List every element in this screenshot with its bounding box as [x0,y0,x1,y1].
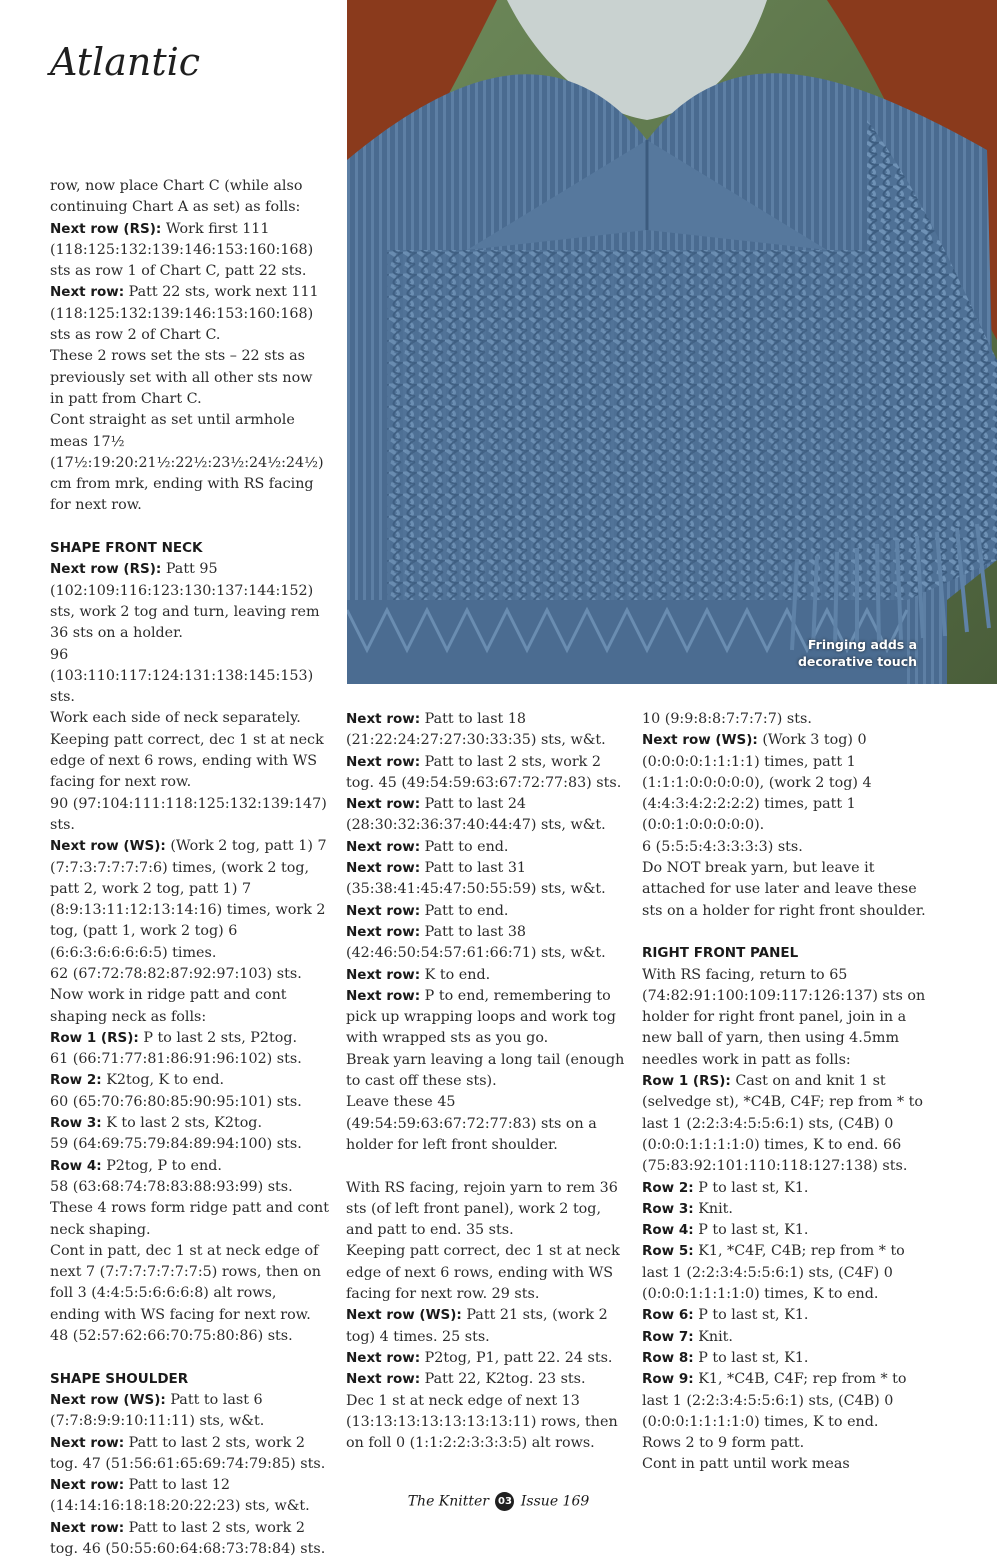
issue-number: Issue 169 [520,1493,590,1510]
instruction-row: Next row: Patt 22 sts, work next 111 (118:125:132:139:146:153:160:168) sts as row 2 of Chart C. [50,284,319,344]
instruction-row: Next row: Patt to last 38 (42:46:50:54:57:61:66:71) sts, w&t. [346,923,606,962]
stitch-count: 58 (63:68:74:78:83:88:93:99) sts. [50,1178,293,1195]
stitch-count: 61 (66:71:77:81:86:91:96:102) sts. [50,1051,302,1068]
instruction-row: Row 4: P2tog, P to end. [50,1157,222,1174]
instruction-row: Next row (WS): Patt 21 sts, (work 2 tog) 4 times. 25 sts. [346,1307,608,1345]
instruction-row: Row 1 (RS): Cast on and knit 1 st (selvedge st), *C4B, C4F; rep from * to last 1 (2:2:3:4:5:5:6:1) sts, (C4B) 0 (0:0:0:1:1:1:1:0) times, K to end. 66 (75:83:92:101:110:118:127:138) sts. [642,1073,924,1175]
instruction-row: Row 3: K to last 2 sts, K2tog. [50,1115,263,1132]
paragraph: Leave these 45 (49:54:59:63:67:72:77:83) sts on a holder for left front shoulder. [346,1094,597,1153]
instruction-row: Next row: Patt 22, K2tog. 23 sts. [346,1371,586,1388]
stitch-count: 48 (52:57:62:66:70:75:80:86) sts. [50,1328,293,1345]
instruction-row: Row 9: K1, *C4B, C4F; rep from * to last 1 (2:2:3:4:5:5:6:1) sts, (C4B) 0 (0:0:0:1:1:1:1:0) times, K to end. [642,1371,907,1430]
instruction-row: Row 7: Knit. [642,1328,733,1345]
paragraph: Cont in patt, dec 1 st at neck edge of next 7 (7:7:7:7:7:7:7:5) rows, then on foll 3 (4:4:5:5:6:6:6:8) alt rows, ending with WS facing for next row. [50,1242,321,1323]
instruction-row: Next row: P to end, remembering to pick up wrapping loops and work tog with wrapped sts as you go. [346,987,616,1047]
instruction-row: Next row: Patt to last 2 sts, work 2 tog. 45 (49:54:59:63:67:72:77:83) sts. [346,753,622,791]
instruction-row: Next row: Patt to last 12 (14:14:16:18:18:20:22:23) sts, w&t. [50,1477,310,1515]
paragraph: These 4 rows form ridge patt and cont neck shaping. [50,1200,330,1238]
instruction-row: Row 3: Knit. [642,1200,733,1217]
paragraph: Dec 1 st at neck edge of next 13 (13:13:13:13:13:13:13:11) rows, then on foll 0 (1:1:2:2:3:3:3:5) alt rows. [346,1392,618,1452]
stitch-count: 10 (9:9:8:8:7:7:7:7) sts. [642,711,812,727]
instruction-row: Next row: P2tog, P1, patt 22. 24 sts. [346,1349,613,1366]
stitch-count: 59 (64:69:75:79:84:89:94:100) sts. [50,1136,302,1153]
paragraph: Keeping patt correct, dec 1 st at neck edge of next 6 rows, ending with WS facing for next row. [50,731,324,791]
instruction-row: Next row (WS): (Work 3 tog) 0 (0:0:0:0:1:1:1:1) times, patt 1 (1:1:1:0:0:0:0:0), (work 2 tog) 4 (4:4:3:4:2:2:2:2) times, patt 1 (0:0:1:0:0:0:0:0). [642,732,872,834]
instruction-row: Next row (RS): Patt 95 (102:109:116:123:130:137:144:152) sts, work 2 tog and turn, leaving rem 36 sts on a holder. [50,561,320,642]
sweater-photo [347,0,997,684]
instruction-row: Next row: Patt to end. [346,838,509,855]
page-title: Atlantic [50,40,201,84]
stitch-count: 90 (97:104:111:118:125:132:139:147) sts. [50,795,327,833]
paragraph: Do NOT break yarn, but leave it attached for use later and leave these sts on a holder for right front shoulder. [642,860,926,919]
paragraph: Cont in patt until work meas [642,1456,850,1473]
instruction-row: Row 2: P to last st, K1. [642,1179,809,1196]
paragraph: Rows 2 to 9 form patt. [642,1435,805,1452]
paragraph: With RS facing, return to 65 (74:82:91:100:109:117:126:137) sts on holder for right front panel, join in a new ball of yarn, then using 4.5mm needles work in patt as folls: [642,966,926,1068]
instruction-row: Next row (RS): Work first 111 (118:125:132:139:146:153:160:168) sts as row 1 of Chart C, patt 22 sts. [50,220,314,280]
sweater-illustration [347,0,997,684]
section-heading: RIGHT FRONT PANEL [642,945,799,962]
instruction-row: Row 6: P to last st, K1. [642,1307,809,1324]
instruction-row: Next row (WS): Patt to last 6 (7:7:8:9:9:10:11:11) sts, w&t. [50,1391,265,1430]
page-number: 03 [495,1492,514,1511]
page-footer [0,1492,997,1511]
paragraph: Break yarn leaving a long tail (enough to cast off these sts). [346,1051,625,1090]
instruction-row: Next row: Patt to last 31 (35:38:41:45:47:50:55:59) sts, w&t. [346,860,606,898]
magazine-name: The Knitter [407,1493,489,1510]
instruction-row: Next row: K to end. [346,966,491,983]
paragraph: row, now place Chart C (while also continuing Chart A as set) as folls: [50,178,303,216]
paragraph: These 2 rows set the sts – 22 sts as previously set with all other sts now in patt from Chart C. [50,348,313,407]
photo-caption: Fringing adds a decorative touch [797,637,917,669]
text-column-1 [50,176,330,1560]
paragraph: Keeping patt correct, dec 1 st at neck edge of next 6 rows, ending with WS facing for next row. 29 sts. [346,1243,620,1303]
paragraph: Now work in ridge patt and cont shaping neck as folls: [50,987,287,1025]
section-heading: SHAPE FRONT NECK [50,540,203,557]
instruction-row: Next row: Patt to last 2 sts, work 2 tog. 47 (51:56:61:65:69:74:79:85) sts. [50,1434,326,1472]
text-column-3 [642,709,927,1476]
instruction-row: Next row: Patt to last 18 (21:22:24:27:27:30:33:35) sts, w&t. [346,711,606,749]
paragraph: Work each side of neck separately. [50,710,301,727]
instruction-row: Row 5: K1, *C4F, C4B; rep from * to last 1 (2:2:3:4:5:5:6:1) sts, (C4F) 0 (0:0:0:1:1:1:1:0) times, K to end. [642,1243,905,1303]
section-heading: SHAPE SHOULDER [50,1370,189,1387]
instruction-row: Row 8: P to last st, K1. [642,1349,809,1366]
text-column-2 [346,709,626,1454]
instruction-row: Next row: Patt to end. [346,902,509,919]
instruction-row: Row 1 (RS): P to last 2 sts, P2tog. [50,1029,298,1046]
instruction-row: Next row: Patt to last 24 (28:30:32:36:37:40:44:47) sts, w&t. [346,796,606,834]
paragraph: Cont straight as set until armhole meas 17½ (17½:19:20:21½:22½:23½:24½:24½) cm from mrk, ending with RS facing for next row. [50,412,324,514]
instruction-row: Row 2: K2tog, K to end. [50,1072,225,1089]
stitch-count: 60 (65:70:76:80:85:90:95:101) sts. [50,1093,302,1110]
instruction-row: Row 4: P to last st, K1. [642,1222,809,1239]
instruction-row: Next row: Patt to last 2 sts, work 2 tog. 46 (50:55:60:64:68:73:78:84) sts. [50,1519,326,1557]
stitch-count: 96 (103:110:117:124:131:138:145:153) sts. [50,646,314,706]
stitch-count: 6 (5:5:5:4:3:3:3:3) sts. [642,838,803,855]
paragraph: With RS facing, rejoin yarn to rem 36 sts (of left front panel), work 2 tog, and patt to end. 35 sts. [346,1179,618,1239]
instruction-row: Next row (WS): (Work 2 tog, patt 1) 7 (7:7:3:7:7:7:7:6) times, (work 2 tog, patt 2, work 2 tog, patt 1) 7 (8:9:13:11:12:13:14:16) times, work 2 tog, (patt 1, work 2 tog) 6 (6:6:3:6:6:6:6:5) times. [50,838,327,961]
stitch-count: 62 (67:72:78:82:87:92:97:103) sts. [50,965,302,982]
